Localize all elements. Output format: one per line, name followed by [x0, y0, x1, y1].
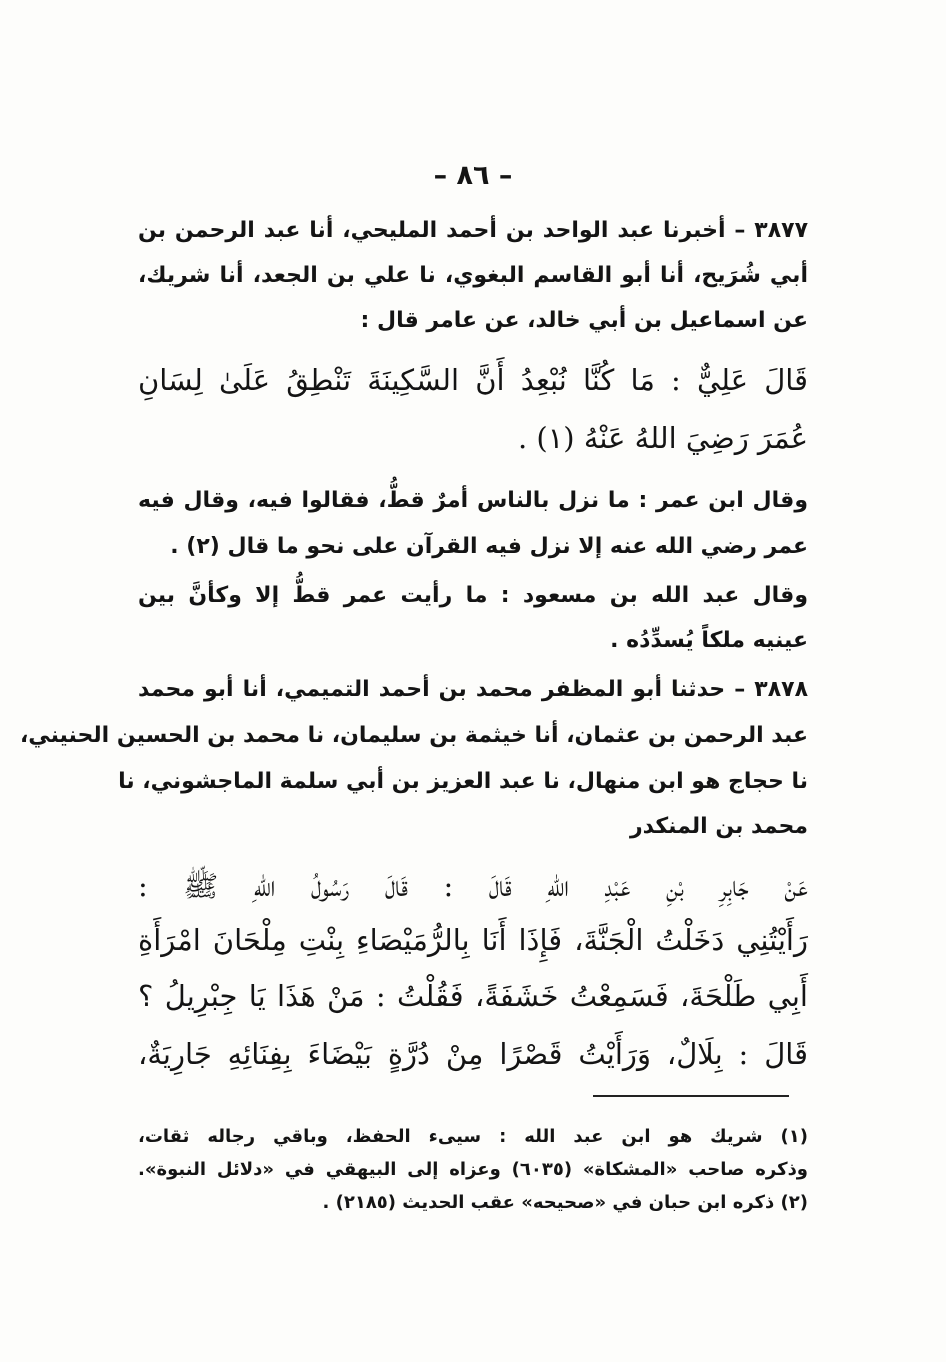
hadith-3877-line-1: ٣٨٧٧ – أخبرنا عبد الواحد بن أحمد المليحي، أنا عبد الرحمن بن — [138, 218, 808, 243]
matn-line-1: عَنْ جَابِرِ بْنِ عَبْدِ اللهِ قَالَ : قَالَ رَسُولُ اللهِ ﷺ : — [138, 869, 808, 903]
footnote-2: (٢) ذكره ابن حبان في «صحيحه» عقب الحديث (٢١٨٥) . — [322, 1192, 808, 1213]
footnote-separator — [593, 1095, 789, 1097]
hadith-3877-line-2: أبي شُرَيح، أنا أبو القاسم البغوي، نا علي بن الجعد، أنا شريك، — [138, 263, 808, 288]
ibn-umar-line-2: عمر رضي الله عنه إلا نزل فيه القرآن على نحو ما قال (٢) . — [170, 534, 808, 559]
hadith-3878-line-3: نا حجاج هو ابن منهال، نا عبد العزيز بن أبي سلمة الماجشوني، نا — [118, 769, 808, 794]
matn-line-3: أَبِي طَلْحَةَ، فَسَمِعْتُ خَشَفَةً، فَقُلْتُ : مَنْ هَذَا يَا جِبْرِيلُ ؟ — [138, 979, 808, 1013]
hadith-3878-line-1: ٣٨٧٨ – حدثنا أبو المظفر محمد بن أحمد التميمي، أنا أبو محمد — [138, 677, 808, 702]
matn-line-2: رَأَيْتُنِي دَخَلْتُ الْجَنَّةَ، فَإِذَا أَنَا بِالرُّمَيْصَاءِ بِنْتِ مِلْحَانَ امْرَأَةِ — [138, 923, 808, 957]
quote-ali-line-1: قَالَ عَلِيٌّ : مَا كُنَّا نُبْعِدُ أَنَّ السَّكِينَةَ تَنْطِقُ عَلَىٰ لِسَانِ — [138, 363, 808, 397]
ibn-umar-line-1: وقال ابن عمر : ما نزل بالناس أمرٌ قطُّ، فقالوا فيه، وقال فيه — [138, 488, 808, 513]
footnote-1-line-1: (١) شريك هو ابن عبد الله : سيىء الحفظ، وباقي رجاله ثقات، — [138, 1126, 808, 1147]
quote-ali-line-2: عُمَرَ رَضِيَ اللهُ عَنْهُ (١) . — [517, 421, 808, 455]
hadith-3877-line-3: عن اسماعيل بن أبي خالد، عن عامر قال : — [360, 308, 808, 333]
ibn-masud-line-2: عينيه ملكاً يُسدِّدُه . — [610, 628, 808, 653]
hadith-3878-line-2: عبد الرحمن بن عثمان، أنا خيثمة بن سليمان، نا محمد بن الحسين الحنيني، — [19, 723, 808, 748]
hadith-3878-line-4: محمد بن المنكدر — [629, 814, 808, 839]
page-number: – ٨٦ – — [433, 160, 513, 191]
footnote-1-line-2: وذكره صاحب «المشكاة» (٦٠٣٥) وعزاه إلى البيهقي في «دلائل النبوة». — [138, 1159, 808, 1180]
ibn-masud-line-1: وقال عبد الله بن مسعود : ما رأيت عمر قطُّ إلا وكأنَّ بين — [138, 583, 808, 608]
matn-line-4: قَالَ : بِلَالٌ، وَرَأَيْتُ قَصْرًا مِنْ دُرَّةٍ بَيْضَاءَ بِفِنَائِهِ جَارِيَةٌ، — [138, 1037, 808, 1071]
